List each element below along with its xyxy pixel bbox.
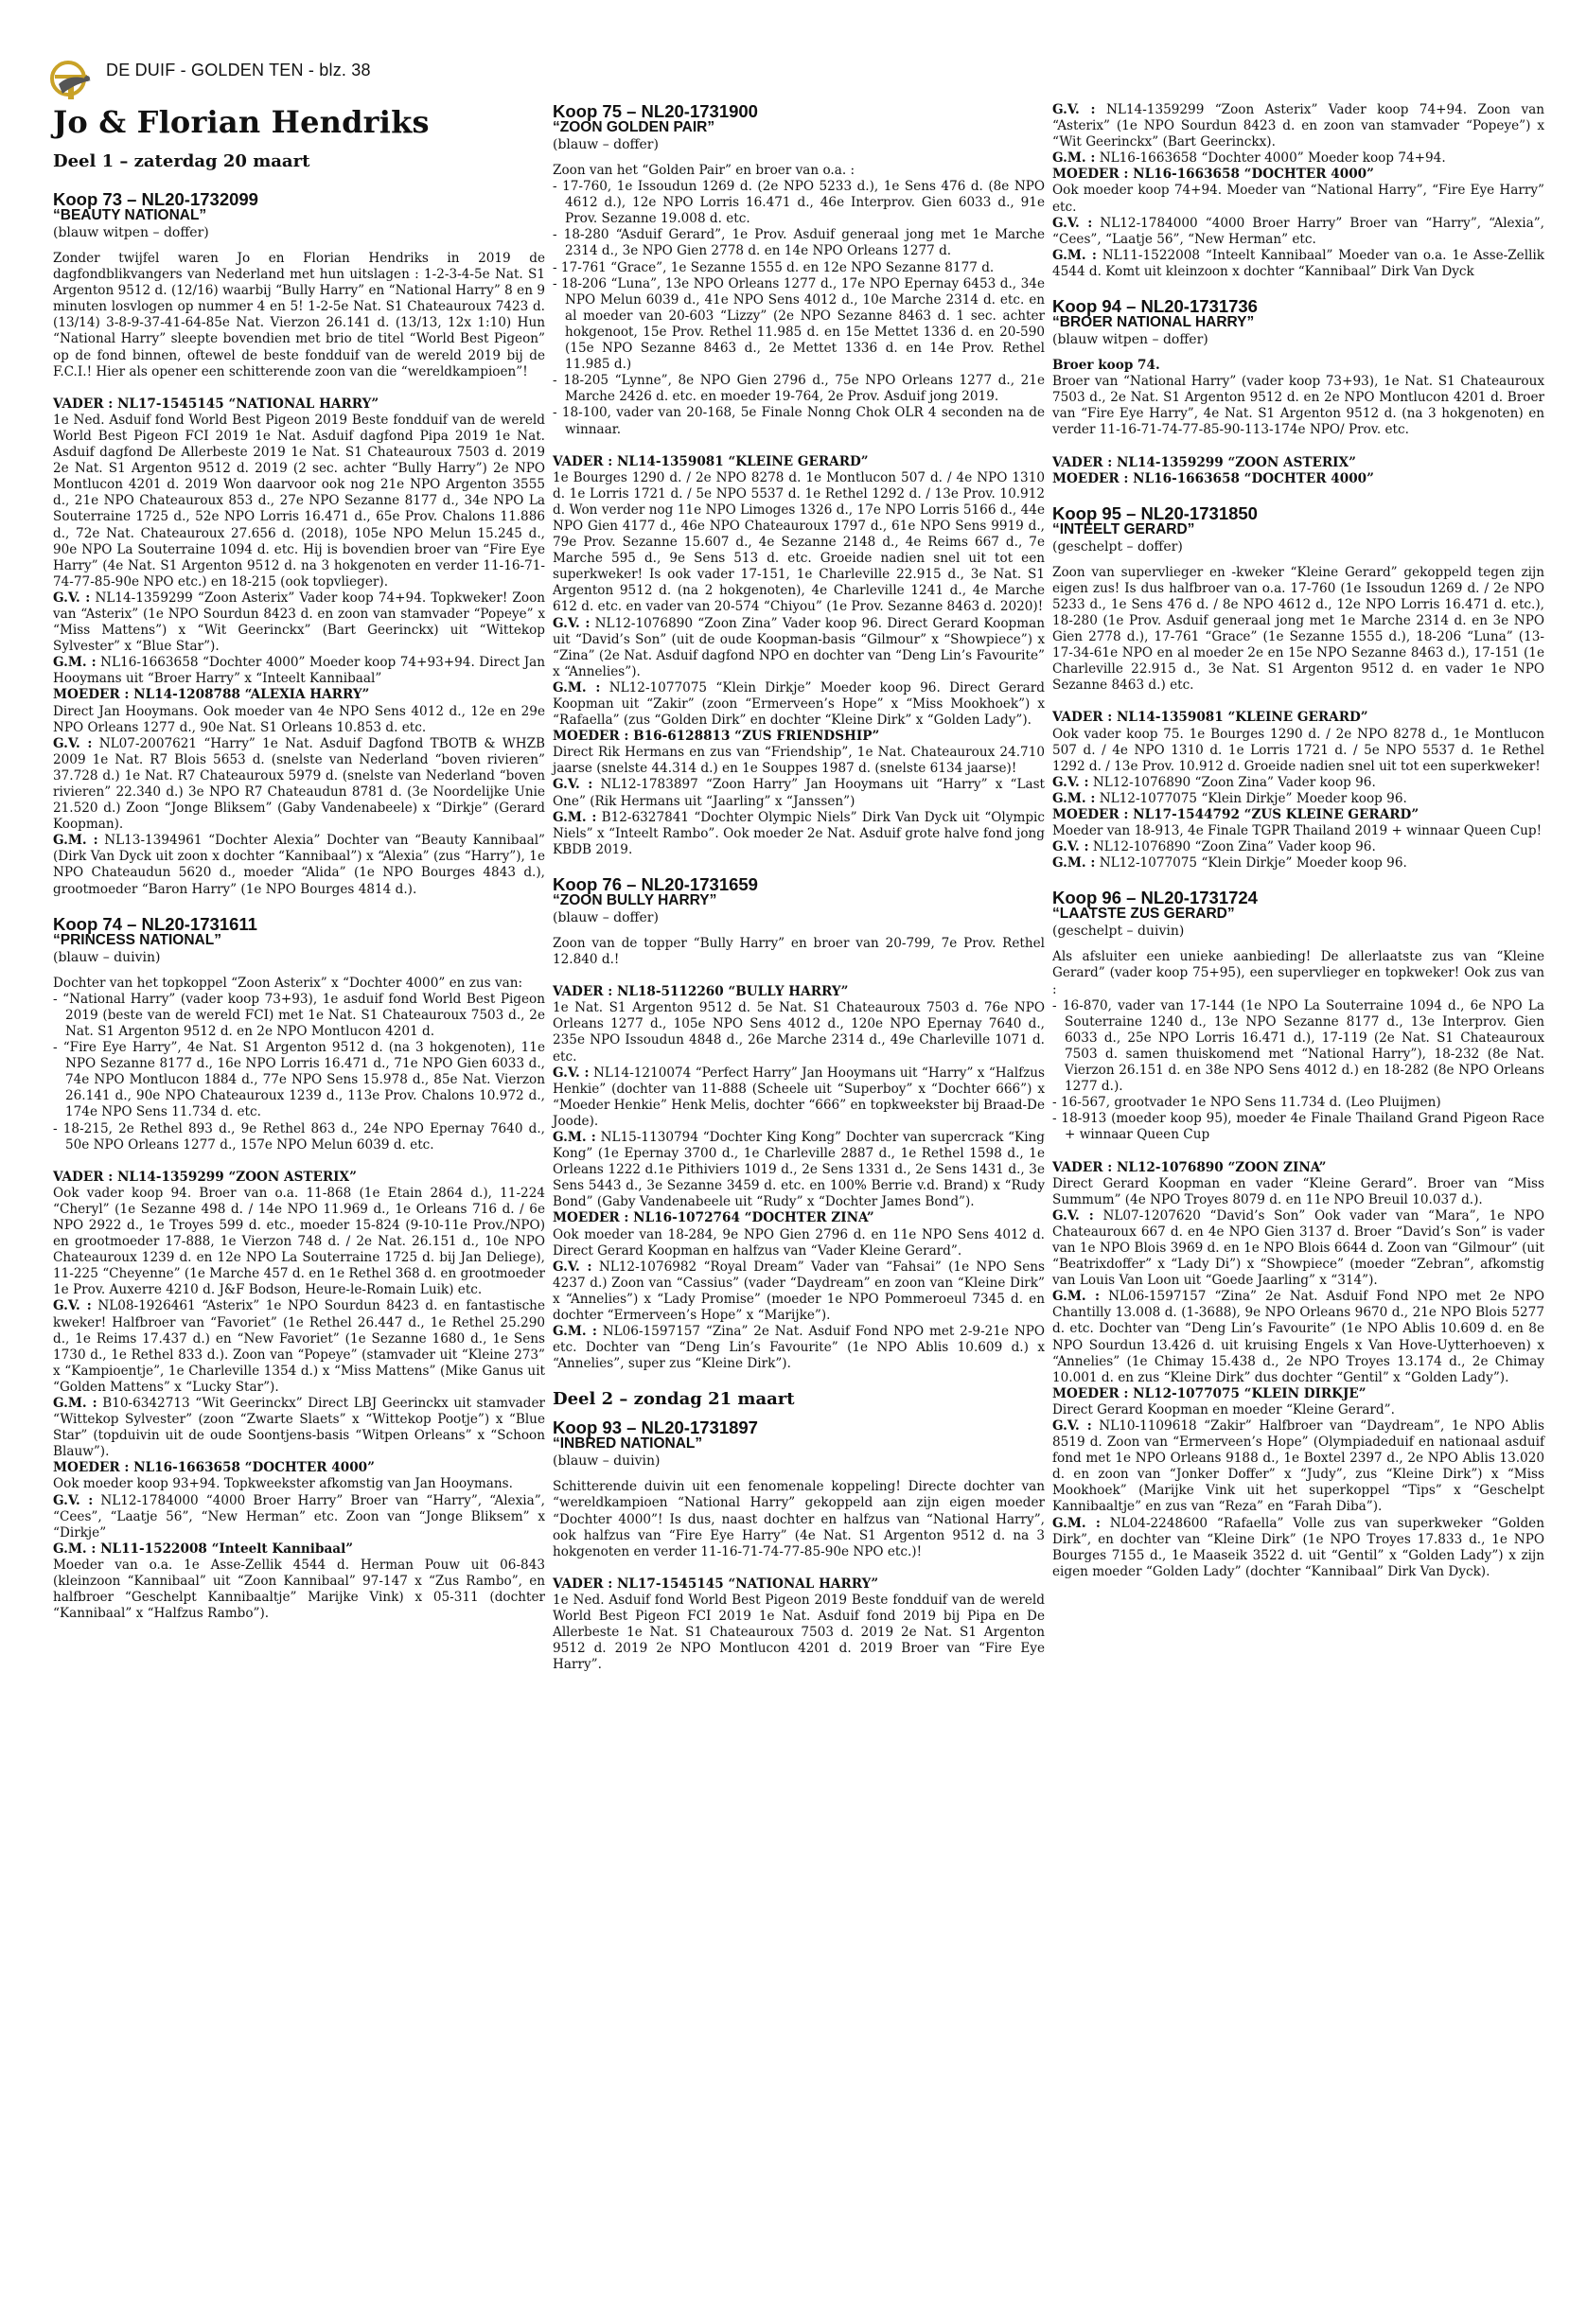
grandmother-text: NL16-1663658 “Dochter 4000” Moeder koop 74+93+94. Direct Jan Hooymans uit “Broer Harry” x “Inteelt Kannibaal” xyxy=(53,655,546,687)
grandfather-label: G.V. : xyxy=(1052,774,1089,790)
lot-name: “LAATSTE ZUS GERARD” xyxy=(1052,906,1235,923)
father-label: VADER : NL18-5112260 “BULLY HARRY” xyxy=(553,984,849,1000)
father-label: VADER : NL17-1545145 “NATIONAL HARRY” xyxy=(53,396,379,412)
sibling-list xyxy=(1052,998,1544,1144)
grandmother-text: NL12-1077075 “Klein Dirkje” Moeder koop 96. xyxy=(1099,790,1407,806)
lot-title: Koop 74 – NL20-1731611 xyxy=(53,913,257,934)
grandfather-text: NL12-1076982 “Royal Dream” Vader van “Fahsai” (1e NPO Sens 4237 d.) Zoon van “Cassius” (vader “Daydream” en zoon van “Kleine Dirk” x “Annelies”) x “Lady Promise” (moeder 1e NPO Pommeroeul 7345 d. en dochter “Ermerveen’s Hope” x “Marijke”). xyxy=(553,1259,1046,1323)
lot-96 xyxy=(1052,889,1544,1580)
lot-name: “ZOON GOLDEN PAIR” xyxy=(553,119,715,135)
list-item: - “National Harry” (vader koop 73+93), 1e asduif fond World Best Pigeon 2019 (beste van de wereld FCI) met 1e Nat. S1 Chateauroux 7503 d., 2e Nat. S1 Argenton 9512 d. en 2e NPO Montlucon 4201 d. xyxy=(53,992,545,1040)
mother-text: Ook moeder koop 74+94. Moeder van “National Harry”, “Fire Eye Harry” etc. xyxy=(1052,183,1544,215)
lot-name: “PRINCESS NATIONAL” xyxy=(53,931,221,948)
lot-76 xyxy=(553,875,1045,1372)
grandfather-label: G.V. : xyxy=(53,735,93,751)
lot-75 xyxy=(553,102,1045,858)
list-item: - 16-567, grootvader 1e NPO Sens 11.734 d. (Leo Pluijmen) xyxy=(1052,1095,1544,1111)
grandfather-label: G.V. : xyxy=(1052,1207,1094,1224)
father-text: Ook vader koop 94. Broer van o.a. 11-868 (1e Etain 2864 d.), 11-224 “Cheryl” (1e Sezanne 498 d. / 14e NPO 11.969 d., 1e Orleans 716 d. / 6e NPO 2922 d., 1e Troyes 599 d. etc., moeder 15-824 (9-10-11e Prov./NPO) en grootmoeder 17-888, 1e Vierzon 748 d. / 2e Nat. 26.151 d., 10e NPO Chateauroux 1239 d. en 12e NPO La Souterraine 1725 d. bij Jan Deliege), 11-225 “Cheyenne” (1e Marche 457 d. en 1e Rethel 368 d. en grootmoeder 1e Prov. Auxerre 4210 d. J&F Bodson, Heure-le-Romain Luik) etc. xyxy=(53,1185,545,1298)
lot-title: Koop 95 – NL20-1731850 xyxy=(1052,502,1258,523)
grandmother-label: G.M. : xyxy=(553,809,597,825)
list-item: - 16-870, vader van 17-144 (1e NPO La Souterraine 1094 d., 6e NPO La Souterraine 1240 d., 13e NPO Sezanne 8177 d., 13e Interprov. Gien 6033 d., 25e NPO Lorris 16.471 d.), 17-119 (2e Nat. S1 Chateauroux 7503 d. samen thuiskomend met “National Harry”), 18-232 (8e Nat. Vierzon 26.151 d. en 38e NPO Sens 4012 d.) en 18-282 (8e NPO Orleans 1277 d.). xyxy=(1052,998,1544,1096)
grandfather-label: G.V. : xyxy=(553,777,593,793)
father-text: Direct Gerard Koopman en vader “Kleine Gerard”. Broer van “Miss Summum” (4e NPO Troyes 8079 d. en 11e NPO Breuil 10.037 d.). xyxy=(1052,1175,1544,1207)
grandfather-label: G.V. : xyxy=(553,615,591,631)
grandmother-label: G.M. : xyxy=(553,1324,597,1340)
column-1 xyxy=(53,104,545,1639)
lot-description: Zoon van de topper “Bully Harry” en broer van 20-799, 7e Prov. Rethel 12.840 d.! xyxy=(553,935,1045,968)
grandfather-text: NL07-2007621 “Harry” 1e Nat. Asduif Dagfond TBOTB & WHZB 2009 1e Nat. R7 Blois 5653 d. (snelste van Nederland “boven rivieren” 37.728 d.) 1e Nat. R7 Chateauroux 5979 d. (snelste van Nederland “boven rivieren” 22.340 d.) 3e NPO R7 Chateaudun 8781 d. (3e Noordelijke Unie 21.520 d.) Zoon “Jonge Bliksem” (Gaby Vandenabeele) x “Dirkje” (Gerard Koopman). xyxy=(53,735,546,833)
lot-colour: (blauw – duivin) xyxy=(53,949,161,965)
father-text: 1e Bourges 1290 d. / 2e NPO 8278 d. 1e Montlucon 507 d. / 4e NPO 1310 d. 1e Lorris 1721 d. / 5e NPO 5537 d. 1e Rethel 1292 d. / 13e Prov. 10.912 d. Won verder nog 11e NPO Limoges 1326 d., 17e NPO Lorris 5166 d., 44e NPO Gien 4177 d., 46e NPO Chateauroux 1797 d., 61e NPO Sens 9919 d., 79e Prov. Sezanne 15.607 d., 4e Sezanne 2148 d., 4e Reims 667 d., 7e Marche 595 d., 9e Sens 513 d. etc. Groeide nadien snel uit tot een superkweker! Is ook vader 17-151, 1e Charleville 22.915 d., 3e Nat. S1 Argenton 9512 d. (na 2 hokgenoten), 4e Charleville 1241 d., 4e Marche 612 d. etc. en vader van 20-574 “Chiyou” (1e Prov. Sezanne 8463 d. 2020)! xyxy=(553,469,1045,615)
golden-ten-logo-icon xyxy=(49,56,102,109)
lot-name: “INTEELT GERARD” xyxy=(1052,520,1195,537)
mother-text: Moeder van 18-913, 4e Finale TGPR Thailand 2019 + winnaar Queen Cup! xyxy=(1052,823,1543,839)
grandfather-label: G.V. : xyxy=(53,1298,92,1314)
lot-93-continued xyxy=(1052,102,1544,280)
grandfather-text: NL14-1210074 “Perfect Harry” Jan Hooymans uit “Harry” x “Halfzus Henkie” (dochter van 11-888 (Scheele uit “Superboy” x “Dochter 666”) x “Moeder Henkie” Henk Melis, dochter “666” en topkweekster bij Braad-De Joode). xyxy=(553,1065,1046,1129)
grandfather-label: G.V. : xyxy=(1052,839,1089,855)
grandfather-text: NL14-1359299 “Zoon Asterix” Vader koop 74+94. Topkweker! Zoon van “Asterix” (1e NPO Sourdun 8423 d. en zoon van stamvader “Popeye” x “Miss Mattens”) x “Wit Geerinckx” (Bart Geerinckx) uit “Wittekop Sylvester” x “Blue Star”). xyxy=(53,590,546,655)
mother-label: MOEDER : NL16-1663658 “DOCHTER 4000” xyxy=(1052,470,1374,486)
grandfather-text: NL08-1926461 “Asterix” 1e NPO Sourdun 8423 d. en fantastische kweker! Halfbroer van “Favoriet” (1e Rethel 26.447 d., 1e Rethel 25.290 d., 1e Reims 17.437 d.) en “New Favoriet” (1e Sezanne 1680 d., 1e Sens 1730 d., 1e Rethel 833 d.). Zoon van “Popeye” (stamvader uit “Kleine 273” x “Kampioentje”, 1e Charleville 1354 d.) x “Miss Mattens” (Mike Ganus uit “Golden Mattens” x “Lucky Star”). xyxy=(53,1298,545,1395)
grandmother-text: NL04-2248600 “Rafaella” Volle zus van superkweker “Golden Dirk”, en dochter van “Kleine Dirk” (1e NPO Troyes 17.833 d., 1e NPO Bourges 7155 d., 1e Maaseik 3522 d. uit “Gentil” x “Golden Lady”) x zijn eigen moeder “Golden Lady” (dochter “Kannibaal” Dirk Van Dyck). xyxy=(1052,1515,1544,1579)
grandmother-label: G.M. : xyxy=(553,1129,596,1145)
mother-label: MOEDER : NL14-1208788 “ALEXIA HARRY” xyxy=(53,687,370,703)
grandfather-label: G.V. : xyxy=(553,1259,592,1275)
lot-colour: (blauw witpen – doffer) xyxy=(1052,332,1208,348)
grandmother-label: G.M. : xyxy=(53,833,98,849)
father-label: VADER : NL17-1545145 “NATIONAL HARRY” xyxy=(553,1576,879,1592)
section-heading-part-2: Deel 2 – zondag 21 maart xyxy=(553,1389,795,1410)
lot-colour: (blauw – doffer) xyxy=(553,137,659,152)
list-item: - 17-761 “Grace”, 1e Sezanne 1555 d. en 12e NPO Sezanne 8177 d. xyxy=(553,260,1045,276)
father-text: 1e Ned. Asduif fond World Best Pigeon 2019 Beste fondduif van de wereld World Best Pigeon FCI 2019 1e Nat. Asduif dagfond Pipa 2019 1e Nat. Asduif dagfond De Allerbeste 2019 1e Nat. S1 Chateauroux 7503 d. 2019 2e Nat. S1 Argenton 9512 d. 2019 (2 sec. achter “Bully Harry”) 2e NPO Montlucon 4201 d. 2019 Won daarvoor ook nog 21e NPO Argenton 3555 d., 21e NPO Chateauroux 853 d., 27e NPO Sezanne 8177 d., 34e NPO La Souterraine 1725 d., 52e NPO Lorris 16.471 d., 65e Prov. Chalons 11.886 d., 72e Nat. Chateauroux 27.656 d. (2018), 105e NPO Melun 15.245 d., 90e NPO La Souterraine 1094 d. etc. Hij is bovendien broer van “Fire Eye Harry” (4e Nat. S1 Argenton 9512 d. na 3 hokgenoten en verder 11-16-71-74-77-85-90e NPO etc.) en 18-215 (ook topvlieger). xyxy=(53,412,545,590)
lot-94 xyxy=(1052,297,1544,487)
grandmother-label: G.M. : xyxy=(1052,1515,1101,1531)
lot-colour: (blauw – duivin) xyxy=(553,1453,661,1470)
grandmother-label: G.M. : xyxy=(1052,247,1097,263)
list-item: - 18-206 “Luna”, 13e NPO Orleans 1277 d., 17e NPO Epernay 6453 d., 34e NPO Melun 6039 d., 41e NPO Sens 4012 d., 10e Marche 2314 d. etc. en al moeder van 20-603 “Lizzy” (2e NPO Sezanne 8463 d. 1 sec. achter hokgenoot, 15e Prov. Rethel 11.985 d. en 15e Mettet 1336 d. en 20-590 (15e NPO Sezanne 8463 d., 2e Mettet 1336 d. en 14e Prov. Rethel 11.985 d.) xyxy=(553,276,1045,374)
mother-label: MOEDER : NL16-1072764 “DOCHTER ZINA” xyxy=(553,1210,874,1226)
sibling-list xyxy=(553,179,1045,438)
lot-95 xyxy=(1052,504,1544,872)
father-label: VADER : NL14-1359299 “ZOON ASTERIX” xyxy=(1052,454,1356,470)
grandfather-text: NL10-1109618 “Zakir” Halfbroer van “Daydream”, 1e NPO Ablis 8519 d. Zoon van “Ermerveen’s Hope” (Olympiadeduif en nationaal asduif fond met 1e NPO Orleans 9188 d., 1e Boxtel 2397 d., 2e NPO Ablis 13.020 d. en zoon van “Jonker Doffer” x “Judy”, zus “Kleine Dirk”) x “Miss Mookhoek” (Marijke Vink uit het superkoppel “Tips” x “Geschelpt Kannibaaltje” en zus van “Reza” en “Farah Diba”). xyxy=(1052,1418,1544,1515)
grandmother-label: G.M. : NL11-1522008 “Inteelt Kannibaal” xyxy=(53,1541,354,1557)
grandmother-text: NL12-1077075 “Klein Dirkje” Moeder koop 96. Direct Gerard Koopman uit “Zakir” (zoon “Ermerveen’s Hope” x “Miss Mookhoek”) x “Rafaella” (zus “Golden Dirk” en dochter “Kleine Dirk” x “Golden Lady”). xyxy=(553,679,1045,729)
grandmother-label: G.M. : xyxy=(53,1396,97,1411)
father-label: VADER : NL14-1359081 “KLEINE GERARD” xyxy=(553,453,869,469)
lot-73 xyxy=(53,190,545,898)
grandfather-text: NL07-1207620 “David’s Son” Ook vader van “Mara”, 1e NPO Chateauroux 667 d. en 4e NPO Gien 3137 d. Broer “David’s Son” is vader van 1e NPO Blois 3969 d. en 1e NPO Blois 6644 d. Zoon van “Gilmour” (uit “Beatrixdoffer” x “Lady Di”) x “Showpiece” (moeder “Zebran”, afkomstig van Louis Van Loon uit “Goede Jaarling” x “314”). xyxy=(1052,1207,1544,1289)
father-label: VADER : NL14-1359299 “ZOON ASTERIX” xyxy=(53,1169,357,1185)
lot-colour: (blauw – doffer) xyxy=(553,909,659,925)
grandmother-text: B10-6342713 “Wit Geerinckx” Direct LBJ Geerinckx uit stamvader “Wittekop Sylvester” (zoon “Zwarte Slaets” x “Wittekop Pootje”) x “Blue Star” (topduivin uit de oude Soontjens-basis “Witpen Orleans” x “Schoon Blauw”). xyxy=(53,1396,546,1460)
grandfather-label: G.V. : xyxy=(53,1492,94,1508)
mother-text: Direct Rik Hermans en zus van “Friendship”, 1e Nat. Chateauroux 24.710 jaarse (snelste 44.314 d.) en 1e Souppes 1987 d. (snelste 6134 jaarse)! xyxy=(553,745,1045,777)
mother-label: MOEDER : B16-6128813 “ZUS FRIENDSHIP” xyxy=(553,729,880,745)
lot-title: Koop 75 – NL20-1731900 xyxy=(553,101,758,121)
grandmother-text: NL12-1077075 “Klein Dirkje” Moeder koop 96. xyxy=(1099,855,1407,872)
lot-description: Zoon van supervlieger en -kweker “Kleine Gerard” gekoppeld tegen zijn eigen zus! Is dus halfbroer van o.a. 17-760 (1e Issoudun 1269 d. / 2e NPO 5233 d., 1e Sens 476 d. / 8e NPO 4612 d., 12e NPO Lorris 16.471 d. etc.), 18-280 (1e Prov. Asduif generaal jong met 1e Marche 2314 d. en 3e NPO Gien 2778 d.), 17-761 “Grace” (1e Sezanne 1555 d.), 18-206 “Luna” (13-17-34-61e NPO en al moeder 2e en 15e NPO Sezanne 8463 d.), 17-151 (1e Charleville 22.915 d., 3e Nat. S1 Argenton 9512 d. en vader 1e NPO Sezanne 8463 d.) etc. xyxy=(1052,564,1544,694)
grandfather-label: G.V. : xyxy=(1052,1418,1092,1434)
grandfather-text: NL12-1783897 “Zoon Harry” Jan Hooymans uit “Harry” x “Last One” (Rik Hermans uit “Jaarling” x “Janssen”) xyxy=(553,777,1046,809)
mother-label: MOEDER : NL16-1663658 “DOCHTER 4000” xyxy=(1052,167,1374,183)
lot-description: Zoon van het “Golden Pair” en broer van o.a. : xyxy=(553,163,855,178)
list-item: - “Fire Eye Harry”, 4e Nat. S1 Argenton 9512 d. (na 3 hokgenoten), 11e NPO Sezanne 8177 d., 16e NPO Lorris 16.471 d., 71e NPO Gien 6033 d., 74e NPO Montlucon 1884 d., 77e NPO Sens 15.978 d., 85e Nat. Vierzon 26.141 d., 90e NPO Chateauroux 1239 d., 113e Prov. Chalons 10.972 d., 174e NPO Sens 11.734 d. etc. xyxy=(53,1040,545,1120)
list-item: - 18-280 “Asduif Gerard”, 1e Prov. Asduif generaal jong met 1e Marche 2314 d., 3e NPO Gien 2778 d. en 14e NPO Orleans 1277 d. xyxy=(553,227,1045,259)
column-2 xyxy=(553,102,1045,1690)
lot-title: Koop 96 – NL20-1731724 xyxy=(1052,888,1258,908)
lot-93 xyxy=(553,1418,1045,1673)
grandmother-label: G.M. : xyxy=(1052,855,1096,872)
list-item: - 18-205 “Lynne”, 8e NPO Gien 2796 d., 75e NPO Orleans 1277 d., 21e Marche 2426 d. etc. en moeder 19-764, 2e Prov. Asduif jong 2019. xyxy=(553,373,1045,405)
grandfather-text: NL14-1359299 “Zoon Asterix” Vader koop 74+94. Zoon van “Asterix” (1e NPO Sourdun 8423 d. en zoon van stamvader “Popeye”) x “Wit Geerinckx” (Bart Geerinckx). xyxy=(1052,102,1544,150)
father-text: 1e Nat. S1 Argenton 9512 d. 5e Nat. S1 Chateauroux 7503 d. 76e NPO Orleans 1277 d., 105e NPO Sens 4012 d., 120e NPO Epernay 7640 d., 235e NPO Issoudun 4848 d., 26e Marche 2314 d., 49e Charleville 1071 d. etc. xyxy=(553,1000,1045,1065)
grandmother-label: G.M. : xyxy=(1052,790,1096,806)
lot-colour: (geschelpt – duivin) xyxy=(1052,924,1185,940)
mother-label: MOEDER : NL17-1544792 “ZUS KLEINE GERARD” xyxy=(1052,807,1419,822)
lot-colour: (geschelpt – doffer) xyxy=(1052,538,1183,555)
lot-colour: (blauw witpen – doffer) xyxy=(53,225,209,240)
grandmother-text: NL13-1394961 “Dochter Alexia” Dochter van “Beauty Kannibaal” (Dirk Van Dyck uit zoon x dochter “Kannibaal”) x “Alexia” (zus “Harry”), 1e NPO Chateaudun 5620 d., moeder “Alida” (1e NPO Bourges 4843 d.), grootmoeder “Baron Harry” (1e NPO Bourges 4814 d.). xyxy=(53,833,545,897)
lot-title: Koop 93 – NL20-1731897 xyxy=(553,1417,758,1438)
grandmother-text: Moeder van o.a. 1e Asse-Zellik 4544 d. Herman Pouw uit 06-843 (kleinzoon “Kannibaal” uit “Zoon Kannibaal” 97-147 x “Zus Rambo”, en halfbroer “Geschelpt Kannibaaltje” Marijke Vink) x 05-311 (dochter “Kannibaal” x “Halfzus Rambo”). xyxy=(53,1557,545,1622)
lot-brother-note: Broer koop 74. xyxy=(1052,358,1160,374)
grandmother-label: G.M. : xyxy=(1052,1289,1101,1305)
grandfather-text: NL12-1076890 “Zoon Zina” Vader koop 96. Direct Gerard Koopman uit “David’s Son” (uit de oude Koopman-basis “Gilmour” x “Showpiece”) x “Zina” (2e Nat. Asduif dagfond NPO en dochter van “Deng Lin’s Favourite” x “Annelies”). xyxy=(553,615,1045,679)
mother-text: Direct Jan Hooymans. Ook moeder van 4e NPO Sens 4012 d., 12e en 29e NPO Orleans 1277 d., 90e Nat. S1 Orleans 10.853 d. etc. xyxy=(53,703,545,735)
lot-description: Als afsluiter een unieke aanbieding! De allerlaatste zus van “Kleine Gerard” (vader koop 75+95), een supervlieger en topkweker! Ook zus van : xyxy=(1052,949,1544,997)
grandmother-text: B12-6327841 “Dochter Olympic Niels” Dirk Van Dyck uit “Olympic Niels” x “Inteelt Rambo”. Ook moeder 2e Nat. Asduif grote halve fond jong KBDB 2019. xyxy=(553,809,1045,857)
lot-74 xyxy=(53,915,545,1623)
mother-text: Ook moeder van 18-284, 9e NPO Gien 2796 d. en 11e NPO Sens 4012 d. Direct Gerard Koopman en halfzus van “Vader Kleine Gerard”. xyxy=(553,1226,1045,1259)
grandmother-text: NL06-1597157 “Zina” 2e Nat. Asduif Fond NPO met 2e NPO Chantilly 13.008 d. (1-3688), 9e NPO Orleans 9670 d., 21e NPO Blois 5277 d. etc. Dochter van “Deng Lin’s Favourite” (1e NPO Ablis 10.609 d. en 8e NPO Sourdun 13.426 d. uit kruising Engels x Van Hove-Uytterhoeven) x “Annelies” (1e Chimay 15.438 d., 2e NPO Troyes 13.174 d., 2e Chimay 10.001 d. en zus “Kleine Dirk” dus dochter “Gentil” x “Golden Lady”). xyxy=(1052,1289,1544,1385)
father-label: VADER : NL14-1359081 “KLEINE GERARD” xyxy=(1052,710,1368,726)
list-item: - 18-100, vader van 20-168, 5e Finale Nonng Chok OLR 4 seconden na de winnaar. xyxy=(553,405,1045,437)
mother-text: Direct Gerard Koopman en moeder “Kleine Gerard”. xyxy=(1052,1401,1395,1417)
mother-label: MOEDER : NL16-1663658 “DOCHTER 4000” xyxy=(53,1460,375,1476)
grandfather-text: NL12-1076890 “Zoon Zina” Vader koop 96. xyxy=(1092,774,1376,790)
grandmother-text: NL15-1130794 “Dochter King Kong” Dochter van supercrack “King Kong” (1e Epernay 3700 d., 1e Charleville 2887 d., 1e Rethel 1598 d., 1e Orleans 1222 d.1e Pithiviers 1019 d., 2e Sens 1331 d., 2e Sens 1431 d., 3e Sens 5443 d., 3e Sezanne 3459 d. etc. en 100% Berrie v.d. Brand) x “Rudy Bond” (Gaby Vandenabeele uit “Rudy” x “Dochter James Bond”). xyxy=(553,1129,1046,1210)
grandfather-label: G.V. : xyxy=(53,590,91,606)
father-text: 1e Ned. Asduif fond World Best Pigeon 2019 Beste fondduif van de wereld World Best Pigeon FCI 2019 1e Nat. Asduif fond 2019 bij Pipa en De Allerbeste 1e Nat. S1 Chateauroux 7503 d. 2019 2e Nat. S1 Argenton 9512 d. 2019 2e NPO Montlucon 4201 d. 2019 Broer van “Fire Eye Harry”. xyxy=(553,1592,1045,1673)
lot-description: Dochter van het topkoppel “Zoon Asterix” x “Dochter 4000” en zus van: xyxy=(53,975,523,991)
grandmother-text: NL11-1522008 “Inteelt Kannibaal” Moeder van o.a. 1e Asse-Zellik 4544 d. Komt uit kleinzoon x dochter “Kannibaal” Dirk Van Dyck xyxy=(1052,247,1544,279)
grandmother-label: G.M. : xyxy=(53,655,97,671)
father-label: VADER : NL12-1076890 “ZOON ZINA” xyxy=(1052,1159,1327,1175)
lot-name: “ZOON BULLY HARRY” xyxy=(553,891,717,908)
grandfather-text: NL12-1784000 “4000 Broer Harry” Broer van “Harry”, “Alexia”, “Cees”, “Laatje 56”, “New Herman” etc. xyxy=(1052,215,1544,247)
grandfather-label: G.V. : xyxy=(1052,102,1096,117)
lot-name: “INBRED NATIONAL” xyxy=(553,1435,703,1452)
grandfather-label: G.V. : xyxy=(553,1065,590,1081)
lot-description: Broer van “National Harry” (vader koop 73+93), 1e Nat. S1 Chateauroux 7503 d., 2e Nat. S1 Argenton 9512 d. en 2e NPO Montlucon 4201 d. Broer van “Fire Eye Harry”, 4e Nat. S1 Argenton 9512 d. (na 3 hokgenoten) en verder 11-16-71-74-77-85-90-113-174e NPO/ Prov. etc. xyxy=(1052,374,1544,438)
section-heading-part-1: Deel 1 – zaterdag 20 maart xyxy=(53,151,310,171)
page-title: Jo & Florian Hendriks xyxy=(53,104,430,140)
mother-label: MOEDER : NL12-1077075 “KLEIN DIRKJE” xyxy=(1052,1385,1367,1401)
lot-name: “BEAUTY NATIONAL” xyxy=(53,207,207,223)
list-item: - 17-760, 1e Issoudun 1269 d. (2e NPO 5233 d.), 1e Sens 476 d. (8e NPO 4612 d.), 12e NPO Lorris 16.471 d., 46e Interprov. Gien 6033 d., 91e Prov. Sezanne 19.008 d. etc. xyxy=(553,179,1045,227)
grandfather-text: NL12-1076890 “Zoon Zina” Vader koop 96. xyxy=(1092,839,1376,855)
sibling-list xyxy=(53,992,545,1153)
grandmother-label: G.M. : xyxy=(553,679,601,695)
father-text: Ook vader koop 75. 1e Bourges 1290 d. / 2e NPO 8278 d., 1e Montlucon 507 d. / 4e NPO 1310 d. 1e Lorris 1721 d. / 5e NPO 5537 d. 1e Rethel 1292 d. / 13e Prov. 10.912 d. Groeide nadien snel uit tot een superkweker! xyxy=(1052,726,1544,774)
grandfather-label: G.V. : xyxy=(1052,215,1093,231)
grandmother-text: NL16-1663658 “Dochter 4000” Moeder koop 74+94. xyxy=(1099,150,1446,167)
grandfather-text: NL12-1784000 “4000 Broer Harry” Broer van “Harry”, “Alexia”, “Cees”, “Laatje 56”, “New Herman” etc. Zoon van “Jonge Bliksem” x “Dirkje” xyxy=(53,1492,545,1541)
lot-title: Koop 73 – NL20-1732099 xyxy=(53,189,258,209)
grandmother-text: NL06-1597157 “Zina” 2e Nat. Asduif Fond NPO met 2-9-21e NPO etc. Dochter van “Deng Lin’s Favourite” (1e NPO Ablis 10.609 d.) x “Annelies”, super zus “Kleine Dirk”). xyxy=(553,1324,1046,1372)
list-item: - 18-215, 2e Rethel 893 d., 9e Rethel 863 d., 24e NPO Epernay 7640 d., 50e NPO Orleans 1277 d., 157e NPO Melun 6039 d. etc. xyxy=(53,1121,545,1153)
column-3 xyxy=(1052,102,1544,1597)
grandmother-label: G.M. : xyxy=(1052,150,1096,167)
lot-description: Zonder twijfel waren Jo en Florian Hendriks in 2019 de dagfondblikvangers van Nederland met hun uitslagen : 1-2-3-4-5e Nat. S1 Argenton 9512 d. (12/16) waarbij “Bully Harry” en “National Harry” 8 en 9 minuten losvlogen op nummer 4 en 5! 1-2-5e Nat. S1 Chateauroux 7423 d. (13/14) 3-8-9-37-41-64-85e Nat. Vierzon 26.141 d. (13/13, 12x 1:10) Hun “National Harry” sleepte bovendien met brio de titel “World Best Pigeon” op de fond binnen, oftewel de beste fondduif van de wereld 2019 bij de F.C.I.! Hier als opener een schitterende zoon van die “wereldkampioen”! xyxy=(53,251,545,379)
lot-title: Koop 76 – NL20-1731659 xyxy=(553,873,758,894)
mother-text: Ook moeder koop 93+94. Topkweekster afkomstig van Jan Hooymans. xyxy=(53,1476,513,1492)
lot-title: Koop 94 – NL20-1731736 xyxy=(1052,296,1258,317)
lot-description: Schitterende duivin uit een fenomenale koppeling! Directe dochter van “wereldkampioen “National Harry” gekoppeld aan zijn eigen moeder “Dochter 4000”! Is dus, naast dochter en halfzus van “National Harry”, ook halfzus van “Fire Eye Harry” (4e Nat. S1 Argenton 9512 d. na 3 hokgenoten en verder 11-16-71-74-77-85-90e NPO etc.)! xyxy=(553,1479,1045,1559)
page-header-label: DE DUIF - GOLDEN TEN - blz. 38 xyxy=(106,60,371,79)
list-item: - 18-913 (moeder koop 95), moeder 4e Finale Thailand Grand Pigeon Race + winnaar Queen Cup xyxy=(1052,1111,1544,1143)
lot-name: “BROER NATIONAL HARRY” xyxy=(1052,314,1255,331)
